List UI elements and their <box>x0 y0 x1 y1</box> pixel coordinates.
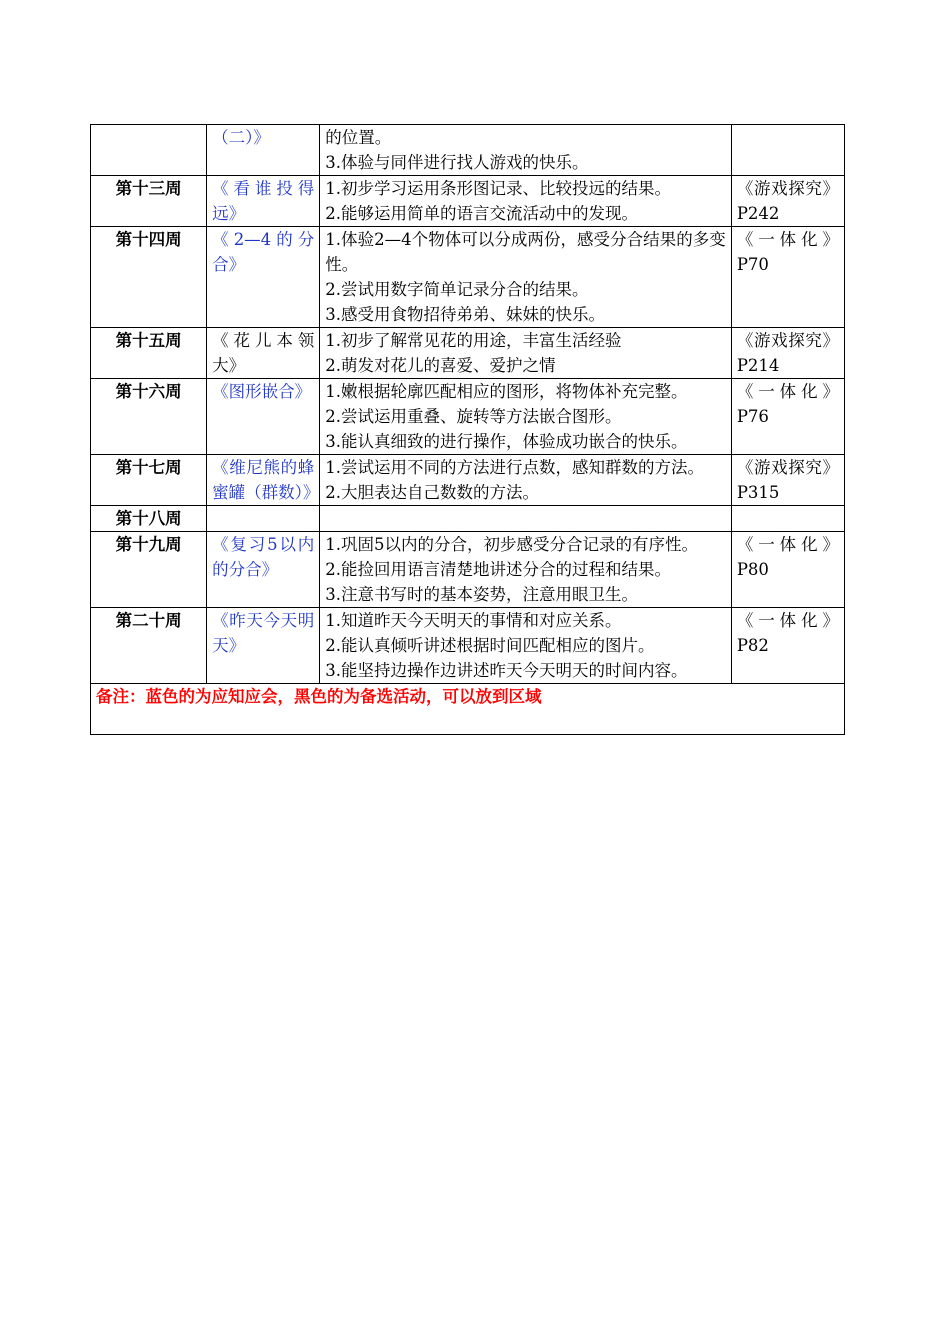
activity-title: 《2—4的分合》 <box>207 227 320 328</box>
table-row <box>91 506 845 532</box>
week-label: 第十六周 <box>91 379 207 455</box>
goal-item: 3.体验与同伴进行找人游戏的快乐。 <box>325 153 589 172</box>
activity-goals <box>320 125 732 176</box>
goal-item: 1.知道昨天今天明天的事情和对应关系。 <box>325 611 622 630</box>
activity-title <box>207 506 320 532</box>
goal-item: 2.尝试运用重叠、旋转等方法嵌合图形。 <box>325 407 622 426</box>
goal-item: 1.初步了解常见花的用途，丰富生活经验 <box>325 331 622 350</box>
source-reference: 《一体化》P80 <box>731 532 844 608</box>
goal-item: 1.尝试运用不同的方法进行点数，感知群数的方法。 <box>325 458 705 477</box>
week-label: 第十五周 <box>91 328 207 379</box>
activity-goals <box>320 176 732 227</box>
goal-item: 2.萌发对花儿的喜爱、爱护之情 <box>325 356 556 375</box>
goal-item: 2.能够运用简单的语言交流活动中的发现。 <box>325 204 639 223</box>
table-row <box>91 455 845 506</box>
activity-goals <box>320 532 732 608</box>
goal-item: 2.大胆表达自己数数的方法。 <box>325 483 540 502</box>
activity-title: 《图形嵌合》 <box>207 379 320 455</box>
source-reference <box>731 125 844 176</box>
table-row <box>91 328 845 379</box>
activity-goals <box>320 379 732 455</box>
activity-goals <box>320 328 732 379</box>
goal-item: 3.注意书写时的基本姿势，注意用眼卫生。 <box>325 585 639 604</box>
table-row <box>91 532 845 608</box>
activity-goals <box>320 455 732 506</box>
goal-item: 1.初步学习运用条形图记录、比较投远的结果。 <box>325 179 672 198</box>
goal-item: 2.能认真倾听讲述根据时间匹配相应的图片。 <box>325 636 655 655</box>
activity-title: 《昨天今天明天》 <box>207 608 320 684</box>
note-text: 备注：蓝色的为应知应会，黑色的为备选活动，可以放到区域 <box>91 684 845 735</box>
activity-title: 《复习5以内的分合》 <box>207 532 320 608</box>
week-label: 第十三周 <box>91 176 207 227</box>
goal-item: 1.嫩根据轮廓匹配相应的图形，将物体补充完整。 <box>325 382 688 401</box>
table-row <box>91 125 845 176</box>
week-label <box>91 125 207 176</box>
week-label: 第十四周 <box>91 227 207 328</box>
week-label: 第十七周 <box>91 455 207 506</box>
source-reference: 《一体化》P70 <box>731 227 844 328</box>
activity-goals <box>320 506 732 532</box>
table-row <box>91 379 845 455</box>
week-label: 第十九周 <box>91 532 207 608</box>
goal-item: 的位置。 <box>325 128 392 147</box>
source-reference: 《游戏探究》P214 <box>731 328 844 379</box>
goal-item: 1.体验2—4个物体可以分成两份，感受分合结果的多变性。 <box>325 230 726 274</box>
weekly-plan-table <box>90 124 845 735</box>
goal-item: 2.尝试用数字简单记录分合的结果。 <box>325 280 589 299</box>
activity-goals <box>320 227 732 328</box>
table-row <box>91 176 845 227</box>
activity-goals <box>320 608 732 684</box>
goal-item: 1.巩固5以内的分合，初步感受分合记录的有序性。 <box>325 535 699 554</box>
activity-title: （二）》 <box>207 125 320 176</box>
week-label: 第二十周 <box>91 608 207 684</box>
source-reference: 《一体化》P82 <box>731 608 844 684</box>
activity-title: 《看谁投得远》 <box>207 176 320 227</box>
source-reference: 《一体化》P76 <box>731 379 844 455</box>
source-reference: 《游戏探究》P315 <box>731 455 844 506</box>
source-reference <box>731 506 844 532</box>
table-row <box>91 227 845 328</box>
plan-table-body <box>91 125 845 684</box>
goal-item: 3.感受用食物招待弟弟、妹妹的快乐。 <box>325 305 606 324</box>
table-row <box>91 608 845 684</box>
note-row <box>91 684 845 735</box>
week-label: 第十八周 <box>91 506 207 532</box>
goal-item: 3.能坚持边操作边讲述昨天今天明天的时间内容。 <box>325 661 688 680</box>
activity-title: 《花儿本领大》 <box>207 328 320 379</box>
goal-item: 2.能捡回用语言清楚地讲述分合的过程和结果。 <box>325 560 672 579</box>
goal-item: 3.能认真细致的进行操作，体验成功嵌合的快乐。 <box>325 432 688 451</box>
activity-title: 《维尼熊的蜂蜜罐（群数）》 <box>207 455 320 506</box>
source-reference: 《游戏探究》P242 <box>731 176 844 227</box>
